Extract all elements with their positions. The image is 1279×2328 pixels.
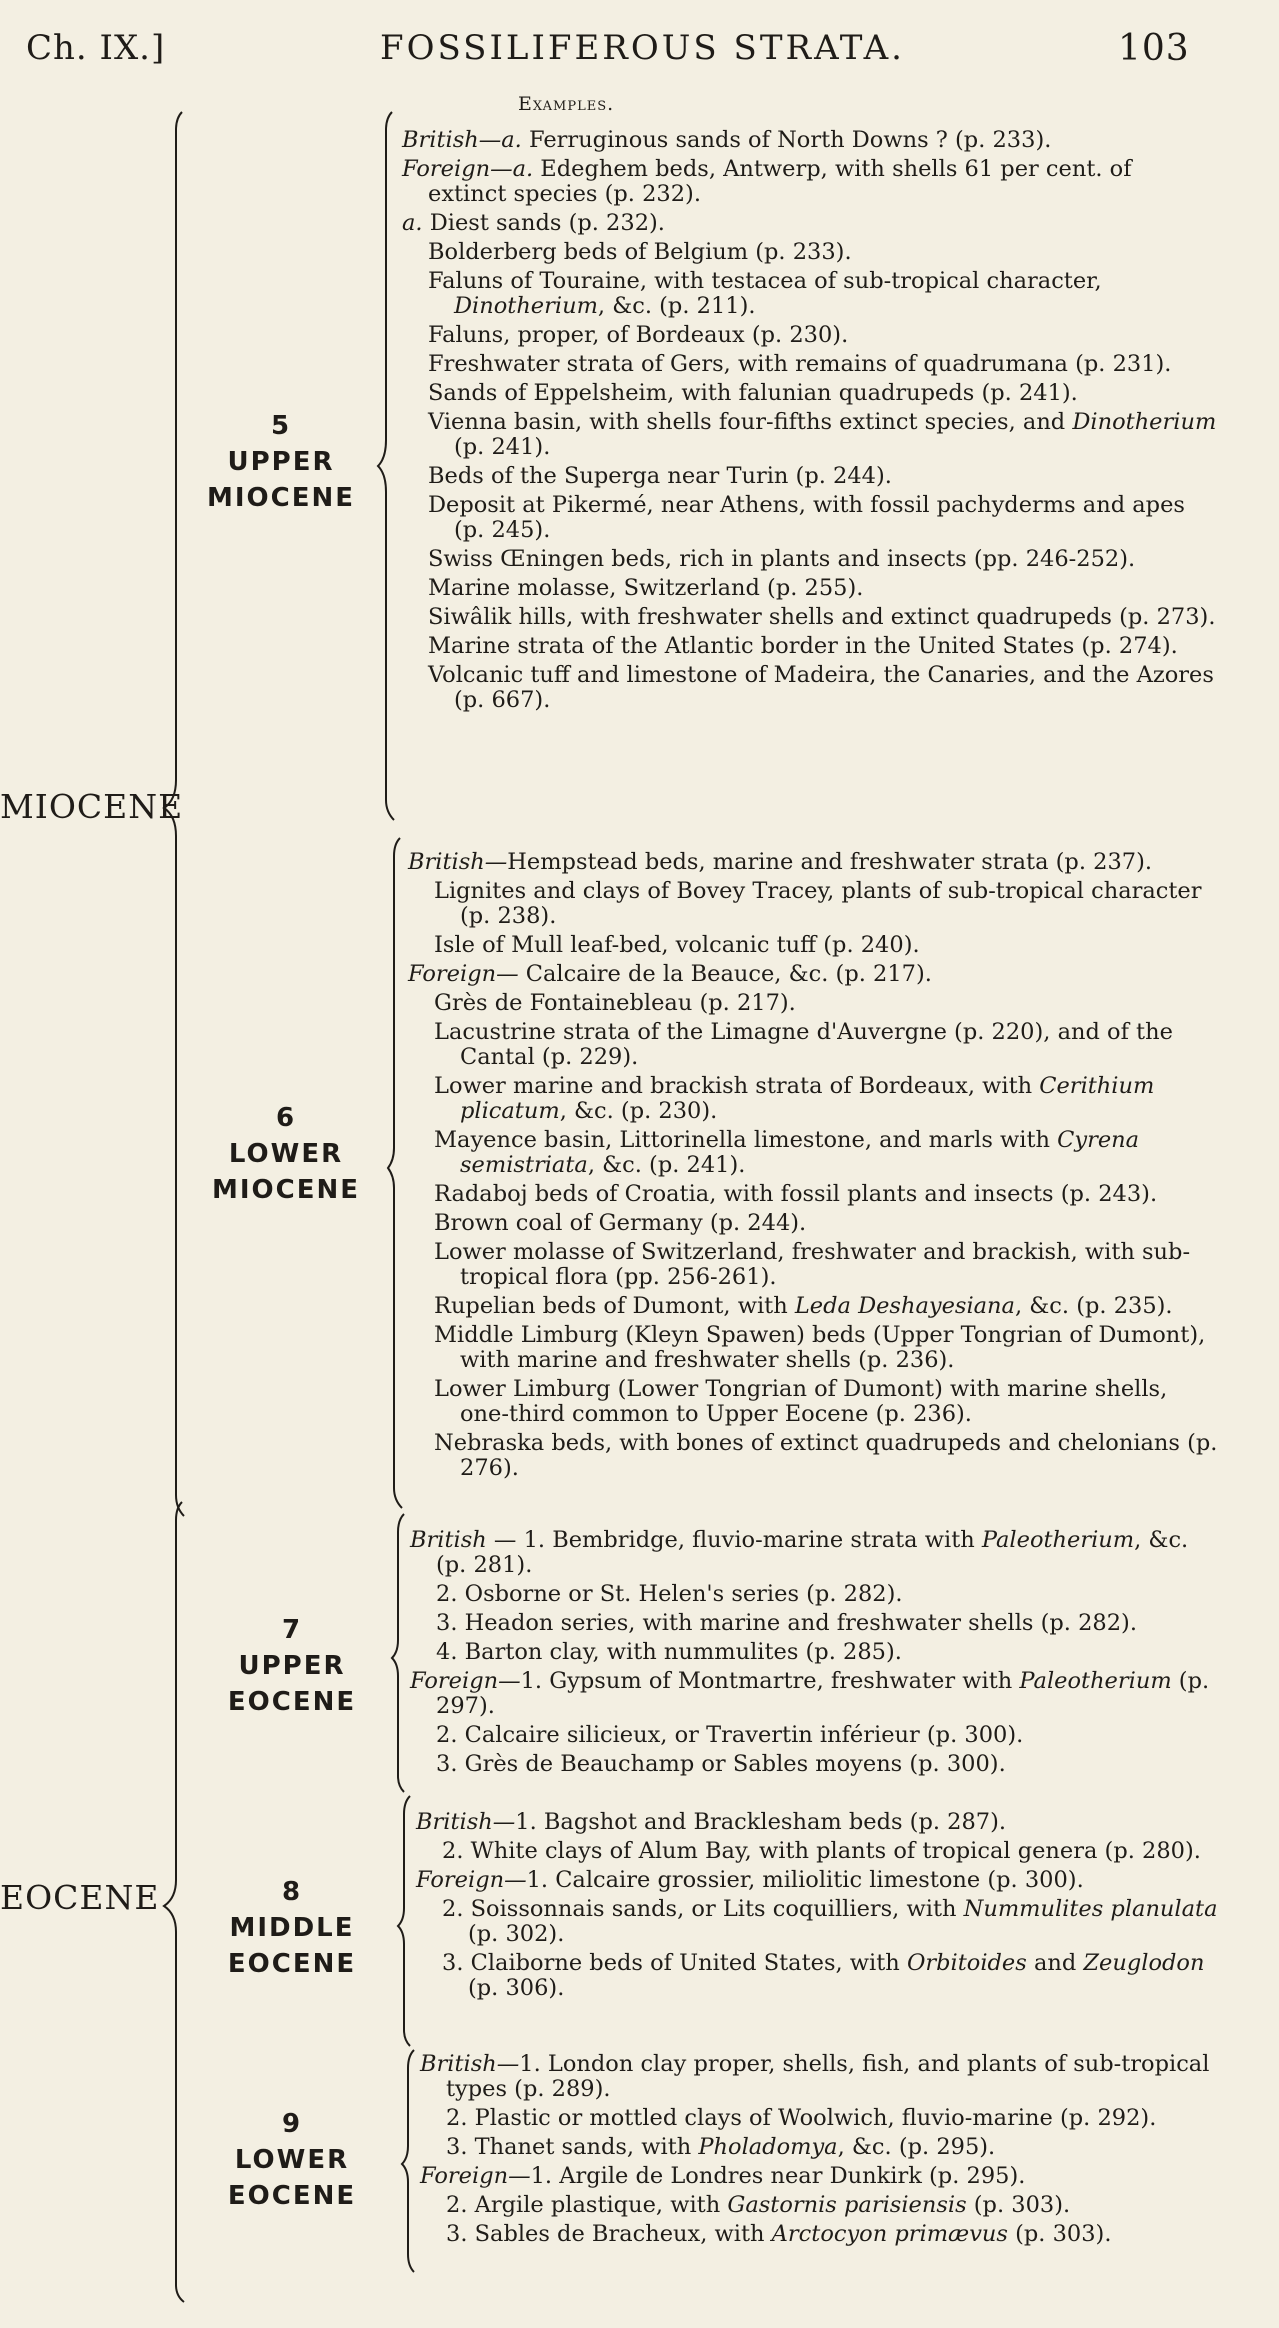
entry-text: , &c. (p. 211). (597, 293, 756, 319)
section-name-line2: MIOCENE (206, 483, 355, 513)
example-entry (434, 1323, 1223, 1373)
example-entry (416, 1868, 1231, 1893)
entry-text: Calcaire de la Beauce, &c. (p. 217). (518, 961, 932, 987)
example-entry (446, 2135, 1235, 2160)
example-entry (434, 1020, 1223, 1070)
page-number: 103 (1118, 28, 1190, 69)
example-entry (402, 128, 1217, 153)
example-entry (442, 1839, 1231, 1864)
example-entry (434, 1294, 1223, 1319)
example-entry (420, 2052, 1235, 2102)
entry-text: 1. Bagshot and Bracklesham beds (p. 287). (515, 1809, 1007, 1835)
example-entry (402, 211, 1217, 236)
entry-text: 1. Gypsum of Montmartre, freshwater with (520, 1668, 1013, 1694)
taxon-name: Gastornis parisiensis (727, 2192, 967, 2218)
entry-text: Mayence basin, Littorinella limestone, and marls with (434, 1127, 1051, 1153)
example-entry (436, 1611, 1225, 1636)
entry-text: (p. 297). (436, 1668, 1210, 1719)
section-9-examples (420, 2052, 1235, 2251)
example-entry (434, 879, 1223, 929)
example-entry (434, 1431, 1223, 1481)
entry-text: Middle Limburg (Kleyn Spawen) beds (Upper Tongrian of Dumont), with marine and freshwater shells (p. 236). (434, 1322, 1206, 1373)
taxon-name: Dinotherium (1072, 409, 1217, 435)
entry-text: 2. Osborne or St. Helen's series (p. 282). (436, 1581, 903, 1607)
example-entry (428, 240, 1217, 265)
example-entry (428, 663, 1217, 713)
entry-text: Freshwater strata of Gers, with remains of quadrumana (p. 231). (428, 351, 1172, 377)
taxon-name: Zeuglodon (1083, 1950, 1205, 1976)
example-entry (434, 991, 1223, 1016)
example-entry (428, 323, 1217, 348)
taxon-name: Cerithium plicatum (460, 1073, 1155, 1124)
entry-text: Lower molasse of Switzerland, freshwater and brackish, with sub-tropical flora (pp. 256-261). (434, 1239, 1191, 1290)
entry-text: 2. White clays of Alum Bay, with plants of tropical genera (p. 280). (442, 1838, 1201, 1864)
section-label-8 (192, 1874, 392, 1982)
entry-text: (p. 302). (468, 1921, 565, 1947)
example-entry (446, 2193, 1235, 2218)
entry-text: Nebraska beds, with bones of extinct quadrupeds and chelonians (p. 276). (434, 1430, 1218, 1481)
example-entry (436, 1752, 1225, 1777)
eocene-brace (164, 1502, 184, 2302)
example-entry (408, 962, 1223, 987)
example-entry (434, 1240, 1223, 1290)
taxon-name: Orbitoides (906, 1950, 1027, 1976)
section-name-line2: MIOCENE (211, 1175, 360, 1205)
entry-text: 2. Soissonnais sands, or Lits coquilliers, with (442, 1896, 957, 1922)
group-label-miocene: MIOCENE (0, 787, 184, 826)
entry-text: , &c. (p. 241). (587, 1152, 746, 1178)
section-number: 9 (281, 2109, 303, 2139)
entry-text: 1. Calcaire grossier, miliolitic limestone (p. 300). (526, 1867, 1084, 1893)
taxon-name: Pholadomya (698, 2134, 838, 2160)
entry-text: Lower Limburg (Lower Tongrian of Dumont) with marine shells, one-third common to Upper Eocene (p. 236). (434, 1376, 1168, 1427)
entry-text: 3. Claiborne beds of United States, with (442, 1950, 900, 1976)
section-name-line1: UPPER (238, 1651, 346, 1681)
entry-text: Rupelian beds of Dumont, with (434, 1293, 788, 1319)
example-entry (420, 2164, 1235, 2189)
example-entry (428, 410, 1217, 460)
entry-heading: Foreign— (408, 961, 519, 987)
section-label-9 (192, 2106, 392, 2214)
taxon-name: Dinotherium (454, 293, 598, 319)
entry-text: 3. Grès de Beauchamp or Sables moyens (p. 300). (436, 1751, 1006, 1777)
entry-text: 2. Argile plastique, with (446, 2192, 721, 2218)
example-entry (442, 1951, 1231, 2001)
entry-text: 3. Headon series, with marine and freshwater shells (p. 282). (436, 1610, 1137, 1636)
section-label-7 (192, 1612, 392, 1720)
section-label-5 (181, 408, 381, 516)
entry-text: Marine molasse, Switzerland (p. 255). (428, 575, 864, 601)
example-entry (416, 1810, 1231, 1835)
entry-text: , &c. (p. 230). (559, 1098, 718, 1124)
entry-text: (p. 306). (468, 1975, 565, 2001)
entry-text: — 1. Bembridge, fluvio-marine strata with (486, 1527, 975, 1553)
example-entry (428, 634, 1217, 659)
entry-text: 1. London clay proper, shells, fish, and plants of sub-tropical types (p. 289). (446, 2051, 1210, 2102)
section-name-line1: UPPER (227, 447, 335, 477)
taxon-name: Leda Deshayesiana (794, 1293, 1015, 1319)
taxon-name: Paleotherium (1019, 1668, 1172, 1694)
example-entry (428, 576, 1217, 601)
entry-text: (p. 303). (1007, 2221, 1112, 2247)
entry-text: Edeghem beds, Antwerp, with shells 61 per cent. of extinct species (p. 232). (428, 156, 1132, 207)
example-entry (434, 1128, 1223, 1178)
section-name-line1: LOWER (228, 1139, 344, 1169)
example-entry (428, 269, 1217, 319)
section-5-examples (402, 128, 1217, 717)
section-name-line2: EOCENE (227, 2181, 357, 2211)
entry-text: Beds of the Superga near Turin (p. 244). (428, 463, 892, 489)
entry-text: Swiss Œningen beds, rich in plants and insects (pp. 246-252). (428, 546, 1136, 572)
example-entry (428, 381, 1217, 406)
entry-text: , &c. (p. 235). (1014, 1293, 1173, 1319)
example-entry (434, 1182, 1223, 1207)
entry-heading: Foreign— (416, 1867, 527, 1893)
section-name-line1: LOWER (234, 2145, 350, 2175)
section-number: 7 (281, 1615, 303, 1645)
section-6-examples (408, 850, 1223, 1485)
entry-text: Volcanic tuff and limestone of Madeira, the Canaries, and the Azores (p. 667). (428, 662, 1214, 713)
taxon-name: Nummulites planulata (963, 1896, 1218, 1922)
section-name-line1: MIDDLE (229, 1913, 355, 1943)
entry-text: Ferruginous sands of North Downs ? (p. 233). (521, 127, 1052, 153)
example-entry (408, 850, 1223, 875)
entry-text: Vienna basin, with shells four-fifths extinct species, and (428, 409, 1066, 435)
entry-text: 2. Calcaire silicieux, or Travertin inférieur (p. 300). (436, 1722, 1024, 1748)
section-8-examples (416, 1810, 1231, 2005)
entry-text: Faluns, proper, of Bordeaux (p. 230). (428, 322, 849, 348)
section-7-examples (410, 1528, 1225, 1781)
entry-text: Lignites and clays of Bovey Tracey, plants of sub-tropical character (p. 238). (434, 878, 1202, 929)
example-entry (436, 1723, 1225, 1748)
entry-text: Deposit at Pikermé, near Athens, with fossil pachyderms and apes (p. 245). (428, 492, 1185, 543)
entry-text: Lower marine and brackish strata of Bordeaux, with (434, 1073, 1033, 1099)
taxon-name: Cyrena semistriata (460, 1127, 1140, 1178)
entry-text: , &c. (p. 281). (436, 1527, 1189, 1578)
entry-heading: British— (408, 849, 508, 875)
example-entry (446, 2222, 1235, 2247)
section-name-line2: EOCENE (227, 1687, 357, 1717)
entry-heading: British—a. (402, 127, 522, 153)
entry-heading: British— (416, 1809, 516, 1835)
entry-text: Diest sands (p. 232). (422, 210, 665, 236)
entry-text: Brown coal of Germany (p. 244). (434, 1210, 807, 1236)
entry-text: (p. 241). (454, 434, 551, 460)
entry-text: , &c. (p. 295). (837, 2134, 996, 2160)
entry-text: (p. 303). (966, 2192, 1071, 2218)
section-label-6 (186, 1100, 386, 1208)
taxon-name: Paleotherium (981, 1527, 1135, 1553)
entry-text: 4. Barton clay, with nummulites (p. 285). (436, 1639, 902, 1665)
example-entry (428, 352, 1217, 377)
entry-heading: a. (402, 210, 423, 236)
entry-text: Isle of Mull leaf-bed, volcanic tuff (p. 240). (434, 932, 920, 958)
example-entry (410, 1669, 1225, 1719)
section-number: 6 (275, 1103, 297, 1133)
example-entry (410, 1528, 1225, 1578)
entry-text: Sands of Eppelsheim, with falunian quadrupeds (p. 241). (428, 380, 1078, 406)
example-entry (434, 1377, 1223, 1427)
entry-text: Radaboj beds of Croatia, with fossil plants and insects (p. 243). (434, 1181, 1158, 1207)
example-entry (434, 1211, 1223, 1236)
entry-heading: Foreign— (420, 2163, 531, 2189)
section-8-brace (398, 1796, 410, 2046)
example-entry (436, 1582, 1225, 1607)
entry-text: and (1026, 1950, 1084, 1976)
entry-text: Faluns of Touraine, with testacea of sub-tropical character, (428, 268, 1102, 294)
chapter-reference: Ch. IX.] (26, 28, 166, 68)
entry-text: Lacustrine strata of the Limagne d'Auvergne (p. 220), and of the Cantal (p. 229). (434, 1019, 1173, 1070)
entry-heading: British (410, 1527, 487, 1553)
entry-text: 3. Thanet sands, with (446, 2134, 692, 2160)
entry-text: Siwâlik hills, with freshwater shells and extinct quadrupeds (p. 273). (428, 604, 1216, 630)
example-entry (428, 464, 1217, 489)
entry-text: Grès de Fontainebleau (p. 217). (434, 990, 796, 1016)
entry-text: Hempstead beds, marine and freshwater strata (p. 237). (507, 849, 1153, 875)
taxon-name: Arctocyon primævus (771, 2221, 1008, 2247)
section-7-brace (392, 1514, 404, 1792)
section-6-brace (388, 838, 402, 1508)
example-entry (442, 1897, 1231, 1947)
entry-text: Bolderberg beds of Belgium (p. 233). (428, 239, 852, 265)
example-entry (446, 2106, 1235, 2131)
example-entry (428, 547, 1217, 572)
example-entry (436, 1640, 1225, 1665)
group-label-eocene: EOCENE (0, 1878, 160, 1917)
entry-heading: Foreign—a. (402, 156, 534, 182)
examples-heading: Examples. (518, 93, 615, 115)
entry-heading: British— (420, 2051, 520, 2077)
section-number: 8 (281, 1877, 303, 1907)
section-9-brace (402, 2050, 414, 2272)
example-entry (434, 933, 1223, 958)
entry-text: 1. Argile de Londres near Dunkirk (p. 295). (530, 2163, 1026, 2189)
example-entry (428, 493, 1217, 543)
section-name-line2: EOCENE (227, 1949, 357, 1979)
page-title: FOSSILIFEROUS STRATA. (380, 28, 905, 68)
entry-heading: Foreign— (410, 1668, 521, 1694)
entry-text: Marine strata of the Atlantic border in the United States (p. 274). (428, 633, 1178, 659)
entry-text: 3. Sables de Bracheux, with (446, 2221, 765, 2247)
example-entry (402, 157, 1217, 207)
example-entry (434, 1074, 1223, 1124)
section-number: 5 (270, 411, 292, 441)
example-entry (428, 605, 1217, 630)
entry-text: 2. Plastic or mottled clays of Woolwich, fluvio-marine (p. 292). (446, 2105, 1157, 2131)
